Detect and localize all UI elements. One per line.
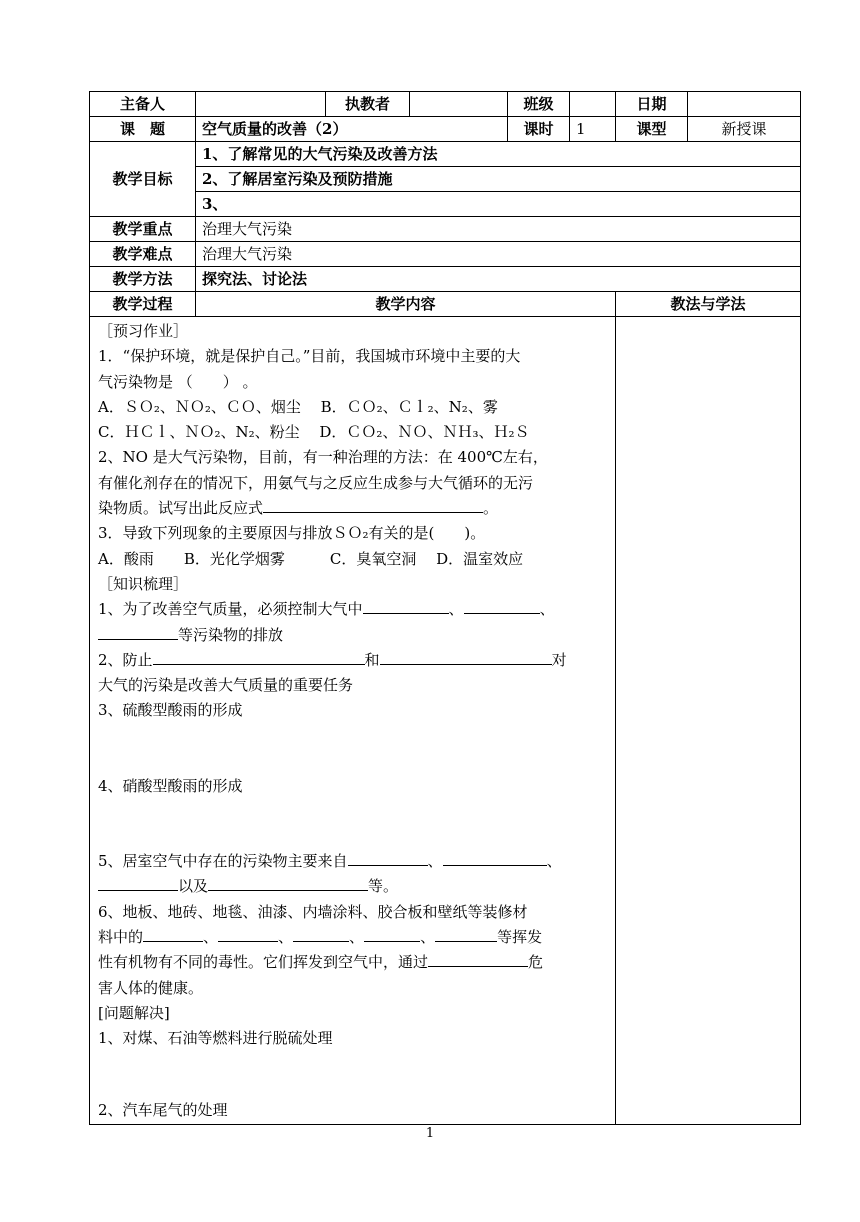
q2-line-2: 有催化剂存在的情况下，用氨气与之反应生成参与大气循环的无污 [98,473,534,492]
q2-line-1: 2、NO 是大气污染物，目前，有一种治理的方法：在 400℃左右， [98,448,548,467]
period-label: 课时 [508,117,570,142]
k6-line-4: 害人体的健康。 [98,978,204,997]
teaching-content [90,317,616,1125]
key-point-row [90,217,801,242]
k6-line-2: 料中的 、 、 、 、 等挥发 [98,927,543,946]
process-header-row [90,292,801,317]
answer-blank [263,498,483,513]
answer-space [98,724,607,774]
section-knowledge: ［知识梳理］ [98,574,189,593]
method-row [90,267,801,292]
topic-value: 空气质量的改善（2） [196,117,508,142]
k6-line-1: 6、地板、地砖、地毯、油漆、内墙涂料、胶合板和壁纸等装修材 [98,902,528,921]
p2-line: 2、汽车尾气的处理 [98,1101,228,1120]
lesson-type-label: 课型 [616,117,688,142]
answer-space [98,799,607,849]
answer-blank [380,650,552,665]
q1-option-ab: A．ＳＯ₂、ＮＯ₂、ＣＯ、烟尘 B．ＣＯ₂、Ｃｌ₂、N₂、雾 [98,397,498,416]
topic-label: 课 题 [90,117,196,142]
answer-blank [293,927,349,942]
header-row-2 [90,117,801,142]
difficulty-row [90,242,801,267]
q1-line-2: 气污染物是 （ ） 。 [98,372,258,391]
period-value: 1 [570,117,616,142]
process-header: 教学过程 [90,292,196,317]
answer-blank [98,625,178,640]
goal-item-2: 2、了解居室污染及预防措施 [196,167,801,192]
answer-blank [364,927,420,942]
preparer-label: 主备人 [90,92,196,117]
date-label: 日期 [616,92,688,117]
answer-blank [218,927,278,942]
q3-line-1: 3．导致下列现象的主要原因与排放ＳＯ₂有关的是( )。 [98,524,486,543]
executor-value [410,92,508,117]
section-problem-solving: [问题解决] [98,1003,170,1022]
goals-row-2 [90,167,801,192]
answer-blank [363,599,449,614]
p1-line: 1、对煤、石油等燃料进行脱硫处理 [98,1029,333,1048]
header-row-1 [90,92,801,117]
answer-space [98,1051,607,1098]
q1-option-cd: C．ＨＣｌ、ＮＯ₂、N₂、粉尘 D．ＣＯ₂、ＮＯ、ＮＨ₃、Ｈ₂Ｓ [98,423,530,442]
k1-line-1: 1、为了改善空气质量，必须控制大气中 、 、 [98,600,555,619]
content-header: 教学内容 [196,292,616,317]
key-point-label: 教学重点 [90,217,196,242]
q2-line-3: 染物质。试写出此反应式 。 [98,499,499,518]
answer-blank [153,650,365,665]
answer-blank [348,851,428,866]
date-value [688,92,801,117]
goals-row-1 [90,142,801,167]
goals-row-3 [90,192,801,217]
k2-line-1: 2、防止 和 对 [98,650,567,669]
page-number: 1 [425,1126,435,1141]
q3-options: A．酸雨 B．光化学烟雾 C．臭氧空洞 D．温室效应 [98,549,524,568]
q1-line-1: 1．“保护环境，就是保护自己。”目前，我国城市环境中主要的大 [98,347,521,366]
goals-label: 教学目标 [90,142,196,217]
goal-item-1: 1、了解常见的大气污染及改善方法 [196,142,801,167]
section-preview: ［预习作业］ [98,322,189,340]
content-row [90,317,801,1125]
k5-line-1: 5、居室空气中存在的污染物主要来自 、 、 [98,852,562,871]
answer-blank [98,876,178,891]
difficulty-label: 教学难点 [90,242,196,267]
executor-label: 执教者 [326,92,410,117]
difficulty-value: 治理大气污染 [196,242,801,267]
answer-blank [464,599,540,614]
key-point-value: 治理大气污染 [196,217,801,242]
preparer-value [196,92,326,117]
k6-line-3: 性有机物有不同的毒性。它们挥发到空气中，通过 危 [98,953,544,972]
class-label: 班级 [508,92,570,117]
goal-item-3: 3、 [196,192,801,217]
answer-blank [208,876,368,891]
teaching-methods-column [616,317,801,1125]
k3-line: 3、硫酸型酸雨的形成 [98,701,243,720]
answer-blank [143,927,203,942]
lesson-type-value: 新授课 [688,117,801,142]
methods-header: 教法与学法 [616,292,801,317]
k5-line-2: 以及 等。 [98,874,607,899]
k4-line: 4、硝酸型酸雨的形成 [98,776,243,795]
answer-blank [435,927,497,942]
answer-blank [428,952,528,967]
k2-line-2: 大气的污染是改善大气质量的重要任务 [98,676,354,695]
answer-blank [443,851,547,866]
k1-line-2: 等污染物的排放 [98,623,607,648]
method-label: 教学方法 [90,267,196,292]
class-value [570,92,616,117]
lesson-plan-table [89,91,801,1125]
method-value: 探究法、讨论法 [196,267,801,292]
